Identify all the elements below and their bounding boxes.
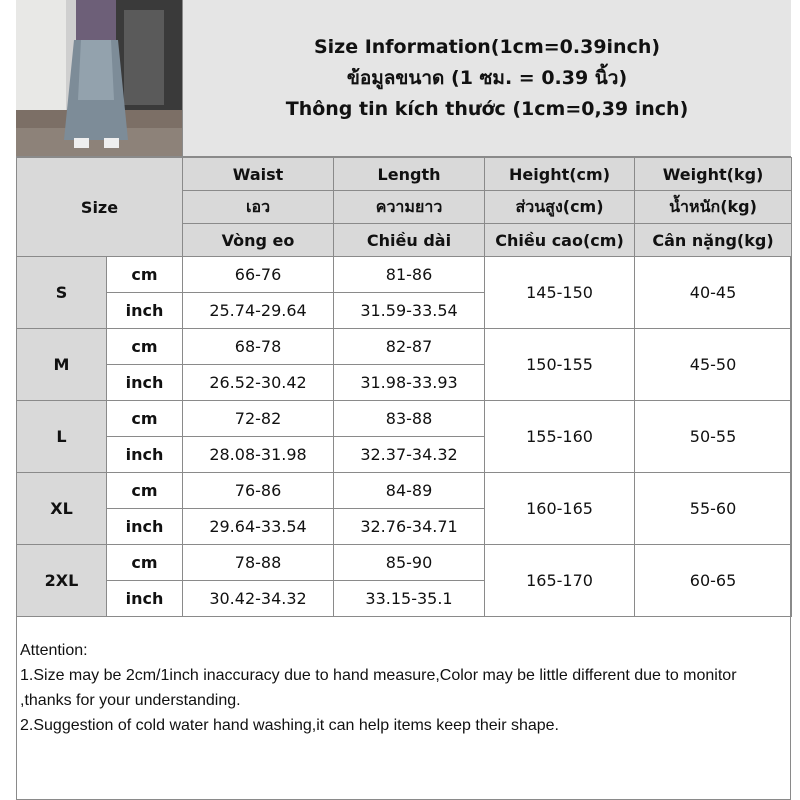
attention-note-2: 2.Suggestion of cold water hand washing,it can help items keep their shape. bbox=[20, 717, 559, 734]
table-row bbox=[17, 401, 792, 437]
waist-cm-cell: 68-78 bbox=[183, 329, 334, 365]
column-header-height-th: ส่วนสูง(cm) bbox=[485, 191, 635, 224]
waist-inch-cell: 28.08-31.98 bbox=[183, 437, 334, 473]
waist-inch-cell: 26.52-30.42 bbox=[183, 365, 334, 401]
column-header-waist-en: Waist bbox=[183, 158, 334, 191]
column-header-waist-th: เอว bbox=[183, 191, 334, 224]
column-header-height-vi: Chiều cao(cm) bbox=[485, 224, 635, 257]
waist-cm-cell: 78-88 bbox=[183, 545, 334, 581]
table-row bbox=[17, 257, 792, 293]
length-inch-cell: 33.15-35.1 bbox=[334, 581, 485, 617]
length-cm-cell: 85-90 bbox=[334, 545, 485, 581]
banner-title-th: ข้อมูลขนาด (1 ซม. = 0.39 นิ้ว) bbox=[346, 66, 628, 89]
waist-inch-cell: 30.42-34.32 bbox=[183, 581, 334, 617]
column-header-waist-vi: Vòng eo bbox=[183, 224, 334, 257]
column-header-weight-vi: Cân nặng(kg) bbox=[635, 224, 792, 257]
waist-cm-cell: 66-76 bbox=[183, 257, 334, 293]
table-row bbox=[17, 329, 792, 365]
unit-inch: inch bbox=[107, 293, 183, 329]
height-cell: 155-160 bbox=[485, 401, 635, 473]
column-header-height-en: Height(cm) bbox=[485, 158, 635, 191]
unit-cm: cm bbox=[107, 545, 183, 581]
length-inch-cell: 32.37-34.32 bbox=[334, 437, 485, 473]
size-column-header: Size bbox=[17, 158, 183, 257]
size-label: S bbox=[17, 257, 107, 329]
length-cm-cell: 84-89 bbox=[334, 473, 485, 509]
size-label: 2XL bbox=[17, 545, 107, 617]
length-inch-cell: 31.98-33.93 bbox=[334, 365, 485, 401]
size-label: L bbox=[17, 401, 107, 473]
unit-inch: inch bbox=[107, 437, 183, 473]
size-label: M bbox=[17, 329, 107, 401]
height-cell: 160-165 bbox=[485, 473, 635, 545]
height-cell: 145-150 bbox=[485, 257, 635, 329]
unit-inch: inch bbox=[107, 581, 183, 617]
size-table bbox=[16, 157, 792, 617]
waist-inch-cell: 25.74-29.64 bbox=[183, 293, 334, 329]
height-cell: 150-155 bbox=[485, 329, 635, 401]
column-header-weight-th: น้ำหนัก(kg) bbox=[635, 191, 792, 224]
unit-cm: cm bbox=[107, 257, 183, 293]
table-row bbox=[17, 545, 792, 581]
attention-note-1: 1.Size may be 2cm/1inch inaccuracy due to hand measure,Color may be little different due to monitor ,thanks for your understanding. bbox=[20, 667, 737, 709]
unit-cm: cm bbox=[107, 473, 183, 509]
length-cm-cell: 83-88 bbox=[334, 401, 485, 437]
waist-inch-cell: 29.64-33.54 bbox=[183, 509, 334, 545]
weight-cell: 45-50 bbox=[635, 329, 792, 401]
height-cell: 165-170 bbox=[485, 545, 635, 617]
product-photo-image bbox=[16, 0, 183, 157]
attention-notes bbox=[16, 634, 791, 800]
unit-cm: cm bbox=[107, 401, 183, 437]
unit-cm: cm bbox=[107, 329, 183, 365]
column-header-weight-en: Weight(kg) bbox=[635, 158, 792, 191]
attention-title: Attention: bbox=[20, 642, 88, 659]
weight-cell: 50-55 bbox=[635, 401, 792, 473]
unit-inch: inch bbox=[107, 365, 183, 401]
weight-cell: 60-65 bbox=[635, 545, 792, 617]
product-photo bbox=[16, 0, 183, 157]
banner-title-vi: Thông tin kích thước (1cm=0,39 inch) bbox=[285, 97, 689, 120]
weight-cell: 40-45 bbox=[635, 257, 792, 329]
column-header-length-th: ความยาว bbox=[334, 191, 485, 224]
table-row bbox=[17, 473, 792, 509]
column-header-length-vi: Chiều dài bbox=[334, 224, 485, 257]
unit-inch: inch bbox=[107, 509, 183, 545]
banner-title-en: Size Information(1cm=0.39inch) bbox=[313, 35, 661, 58]
length-inch-cell: 31.59-33.54 bbox=[334, 293, 485, 329]
length-inch-cell: 32.76-34.71 bbox=[334, 509, 485, 545]
size-info-banner bbox=[183, 0, 791, 157]
weight-cell: 55-60 bbox=[635, 473, 792, 545]
waist-cm-cell: 76-86 bbox=[183, 473, 334, 509]
waist-cm-cell: 72-82 bbox=[183, 401, 334, 437]
length-cm-cell: 81-86 bbox=[334, 257, 485, 293]
length-cm-cell: 82-87 bbox=[334, 329, 485, 365]
size-label: XL bbox=[17, 473, 107, 545]
column-header-length-en: Length bbox=[334, 158, 485, 191]
